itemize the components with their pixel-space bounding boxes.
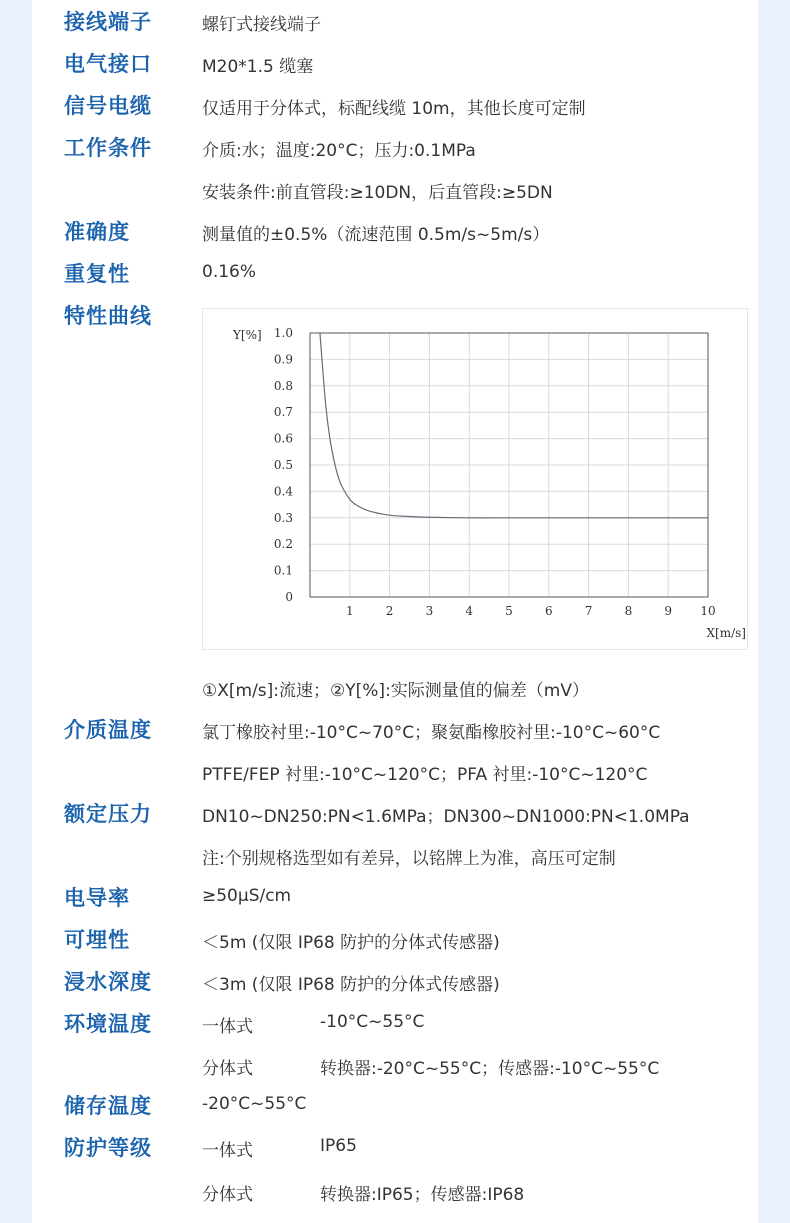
chart-note-row [32, 668, 758, 710]
spec-label: 电气接口 [64, 52, 152, 76]
y-tick-label: 0.6 [273, 431, 293, 446]
spec-value: 仅适用于分体式，标配线缆 10m，其他长度可定制 [202, 99, 586, 119]
spec-row-medium-temperature-2 [32, 752, 758, 794]
spec-value: 螺钉式接线端子 [202, 15, 321, 35]
y-tick-label: 0.8 [273, 378, 293, 393]
x-tick-label: 8 [624, 604, 633, 618]
spec-row-immersion-depth [32, 962, 758, 1004]
y-tick-label: 1.0 [273, 326, 293, 340]
chart-note: ①X[m/s]:流速；②Y[%]:实际测量值的偏差（mV） [202, 681, 589, 701]
x-tick-label: 1 [345, 604, 354, 618]
spec-label: 准确度 [64, 220, 130, 244]
spec-row-storage-temperature [32, 1086, 758, 1128]
y-tick-label: 0.7 [273, 405, 293, 420]
spec-label: 电导率 [64, 886, 130, 910]
spec-value: 测量值的±0.5%（流速范围 0.5m/s~5m/s） [202, 225, 550, 245]
spec-row-protection-class [32, 1128, 758, 1170]
spec-sub-value: 转换器:-20°C~55°C；传感器:-10°C~55°C [320, 1059, 660, 1079]
y-tick-label: 0.9 [273, 352, 293, 367]
y-tick-label: 0.5 [273, 458, 293, 472]
x-tick-label: 2 [385, 604, 394, 618]
spec-sub-type: 一体式 [202, 1141, 253, 1161]
spec-row-terminal [32, 2, 758, 44]
spec-label: 工作条件 [64, 136, 152, 160]
y-axis-title: Y[%] [233, 328, 262, 342]
spec-row-repeatability [32, 254, 758, 296]
spec-sheet [32, 0, 758, 1223]
spec-value: 氯丁橡胶衬里:-10°C~70°C；聚氨酯橡胶衬里:-10°C~60°C [202, 723, 661, 743]
spec-value: 0.16% [202, 262, 257, 282]
x-tick-label: 5 [505, 604, 513, 618]
spec-row-working-conditions [32, 128, 758, 170]
x-tick-label: 3 [425, 604, 434, 618]
spec-value: PTFE/FEP 衬里:-10°C~120°C；PFA 衬里:-10°C~120°C [202, 765, 648, 785]
spec-row-ambient-temperature [32, 1004, 758, 1046]
spec-label: 储存温度 [64, 1094, 152, 1118]
spec-label: 接线端子 [64, 10, 152, 34]
spec-value: ＜5m (仅限 IP68 防护的分体式传感器) [202, 933, 500, 953]
spec-row-burial [32, 920, 758, 962]
chart-svg [203, 309, 747, 649]
y-tick-label: 0.2 [273, 537, 293, 552]
y-tick-label: 0.3 [273, 510, 293, 525]
spec-value: 注:个别规格选型如有差异，以铭牌上为准，高压可定制 [202, 849, 616, 869]
x-tick-label: 4 [465, 604, 474, 618]
spec-value: 安装条件:前直管段:≥10DN，后直管段:≥5DN [202, 183, 553, 203]
spec-label: 介质温度 [64, 718, 152, 742]
spec-value: -20°C~55°C [202, 1094, 307, 1114]
spec-label: 防护等级 [64, 1136, 152, 1160]
spec-row-electrical-interface [32, 44, 758, 86]
characteristic-curve-chart [202, 308, 748, 650]
spec-label: 环境温度 [64, 1012, 152, 1036]
y-tick-label: 0.1 [273, 563, 293, 578]
spec-label: 重复性 [64, 262, 130, 286]
spec-label: 额定压力 [64, 802, 152, 826]
spec-value: ＜3m (仅限 IP68 防护的分体式传感器) [202, 975, 500, 995]
y-tick-label: 0.4 [273, 484, 293, 499]
spec-row-medium-temperature [32, 710, 758, 752]
y-tick-label: 0 [285, 590, 293, 604]
series-line [320, 333, 708, 518]
spec-label: 信号电缆 [64, 94, 152, 118]
spec-sub-type: 分体式 [202, 1059, 253, 1079]
spec-row-conductivity [32, 878, 758, 920]
spec-row-pressure-note [32, 836, 758, 878]
spec-row-accuracy [32, 212, 758, 254]
spec-sub-value: IP65 [320, 1136, 357, 1156]
x-tick-label: 10 [700, 604, 716, 618]
spec-label: 特性曲线 [64, 304, 152, 328]
spec-row-installation [32, 170, 758, 212]
spec-label: 可埋性 [64, 928, 130, 952]
spec-row-protection-class-2 [32, 1172, 758, 1214]
spec-row-rated-pressure [32, 794, 758, 836]
spec-value: M20*1.5 缆塞 [202, 57, 314, 77]
spec-label: 浸水深度 [64, 970, 152, 994]
spec-sub-value: 转换器:IP65；传感器:IP68 [320, 1185, 525, 1205]
x-tick-label: 9 [664, 604, 673, 618]
spec-row-ambient-temperature-2 [32, 1046, 758, 1088]
x-tick-label: 6 [544, 604, 553, 618]
spec-value: ≥50μS/cm [202, 886, 292, 906]
spec-sub-type: 一体式 [202, 1017, 253, 1037]
spec-value: DN10~DN250:PN<1.6MPa；DN300~DN1000:PN<1.0MPa [202, 807, 690, 827]
spec-row-signal-cable [32, 86, 758, 128]
x-tick-label: 7 [584, 604, 593, 618]
spec-sub-type: 分体式 [202, 1185, 253, 1205]
x-axis-title: X[m/s] [706, 626, 746, 640]
spec-sub-value: -10°C~55°C [320, 1012, 425, 1032]
spec-value: 介质:水；温度:20°C；压力:0.1MPa [202, 141, 476, 161]
